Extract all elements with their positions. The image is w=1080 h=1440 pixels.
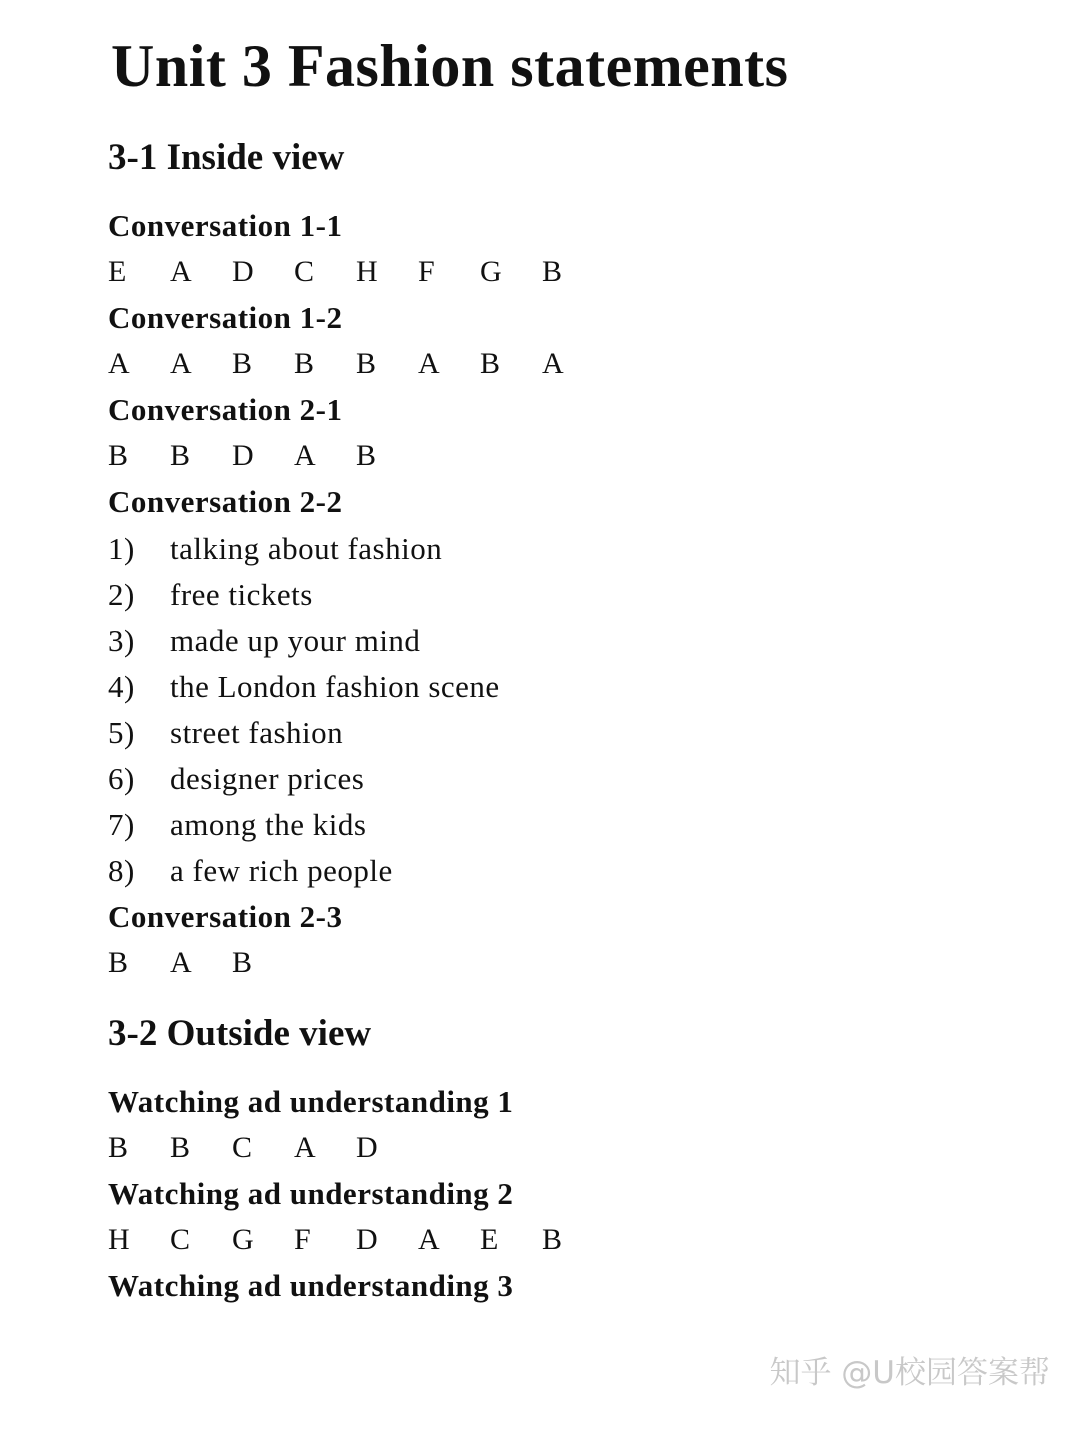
answer: B xyxy=(170,1131,191,1164)
list-item xyxy=(108,621,420,661)
answer: C xyxy=(294,255,315,288)
list-item xyxy=(108,667,500,707)
conversation-2-2-title: Conversation 2-2 xyxy=(108,484,343,519)
answer: B xyxy=(356,439,377,472)
answer: C xyxy=(170,1223,191,1256)
answer: G xyxy=(480,255,502,288)
answer: A xyxy=(418,1223,440,1256)
answer: B xyxy=(232,347,253,380)
section-inside-view-title: 3-1 Inside view xyxy=(108,137,345,178)
conversation-1-1-answers xyxy=(108,252,604,292)
answer: B xyxy=(542,255,563,288)
answer: H xyxy=(356,255,378,288)
answer: E xyxy=(480,1223,499,1256)
list-item xyxy=(108,713,343,753)
answer: B xyxy=(108,439,129,472)
watching-ad-1-title: Watching ad understanding 1 xyxy=(108,1084,514,1119)
watching-ad-3-title: Watching ad understanding 3 xyxy=(108,1268,514,1303)
answer: B xyxy=(170,439,191,472)
answer: C xyxy=(232,1131,253,1164)
answer: E xyxy=(108,255,127,288)
item-text: free tickets xyxy=(170,577,313,612)
item-number: 4) xyxy=(108,669,135,704)
answer: F xyxy=(418,255,435,288)
answer: D xyxy=(232,255,254,288)
answer: B xyxy=(480,347,501,380)
item-number: 2) xyxy=(108,577,135,612)
conversation-1-2-answers xyxy=(108,344,604,384)
answer: A xyxy=(170,347,192,380)
item-text: talking about fashion xyxy=(170,531,443,566)
item-text: among the kids xyxy=(170,807,367,842)
item-text: made up your mind xyxy=(170,623,421,658)
answer: B xyxy=(232,946,253,979)
answer-key-page xyxy=(108,0,1080,1440)
list-item xyxy=(108,851,393,891)
conversation-2-3-title: Conversation 2-3 xyxy=(108,899,343,934)
answer: B xyxy=(108,1131,129,1164)
answer: F xyxy=(294,1223,311,1256)
item-number: 5) xyxy=(108,715,135,750)
watching-ad-2-title: Watching ad understanding 2 xyxy=(108,1176,514,1211)
list-item xyxy=(108,529,442,569)
item-text: the London fashion scene xyxy=(170,669,500,704)
section-outside-view-title: 3-2 Outside view xyxy=(108,1013,372,1054)
item-number: 7) xyxy=(108,807,135,842)
conversation-2-1-answers xyxy=(108,436,418,476)
answer: H xyxy=(108,1223,130,1256)
answer: A xyxy=(294,439,316,472)
item-text: street fashion xyxy=(170,715,344,750)
unit-title: Unit 3 Fashion statements xyxy=(111,33,789,99)
answer: G xyxy=(232,1223,254,1256)
answer: A xyxy=(170,946,192,979)
conversation-2-3-answers xyxy=(108,943,294,983)
answer: A xyxy=(542,347,564,380)
list-item xyxy=(108,805,366,845)
answer: B xyxy=(356,347,377,380)
conversation-1-2-title: Conversation 1-2 xyxy=(108,300,343,335)
answer: A xyxy=(418,347,440,380)
answer: A xyxy=(294,1131,316,1164)
answer: D xyxy=(356,1223,378,1256)
answer: A xyxy=(170,255,192,288)
conversation-2-1-title: Conversation 2-1 xyxy=(108,392,343,427)
item-number: 3) xyxy=(108,623,135,658)
answer: B xyxy=(542,1223,563,1256)
item-number: 8) xyxy=(108,853,135,888)
watching-ad-2-answers xyxy=(108,1220,604,1260)
answer: D xyxy=(232,439,254,472)
answer: D xyxy=(356,1131,378,1164)
item-number: 6) xyxy=(108,761,135,796)
watching-ad-1-answers xyxy=(108,1128,418,1168)
watermark: 知乎 @U校园答案帮 xyxy=(769,1355,1050,1391)
item-number: 1) xyxy=(108,531,135,566)
item-text: a few rich people xyxy=(170,853,393,888)
answer: B xyxy=(294,347,315,380)
list-item xyxy=(108,575,313,615)
list-item xyxy=(108,759,364,799)
conversation-1-1-title: Conversation 1-1 xyxy=(108,208,343,243)
answer: B xyxy=(108,946,129,979)
answer: A xyxy=(108,347,130,380)
item-text: designer prices xyxy=(170,761,365,796)
